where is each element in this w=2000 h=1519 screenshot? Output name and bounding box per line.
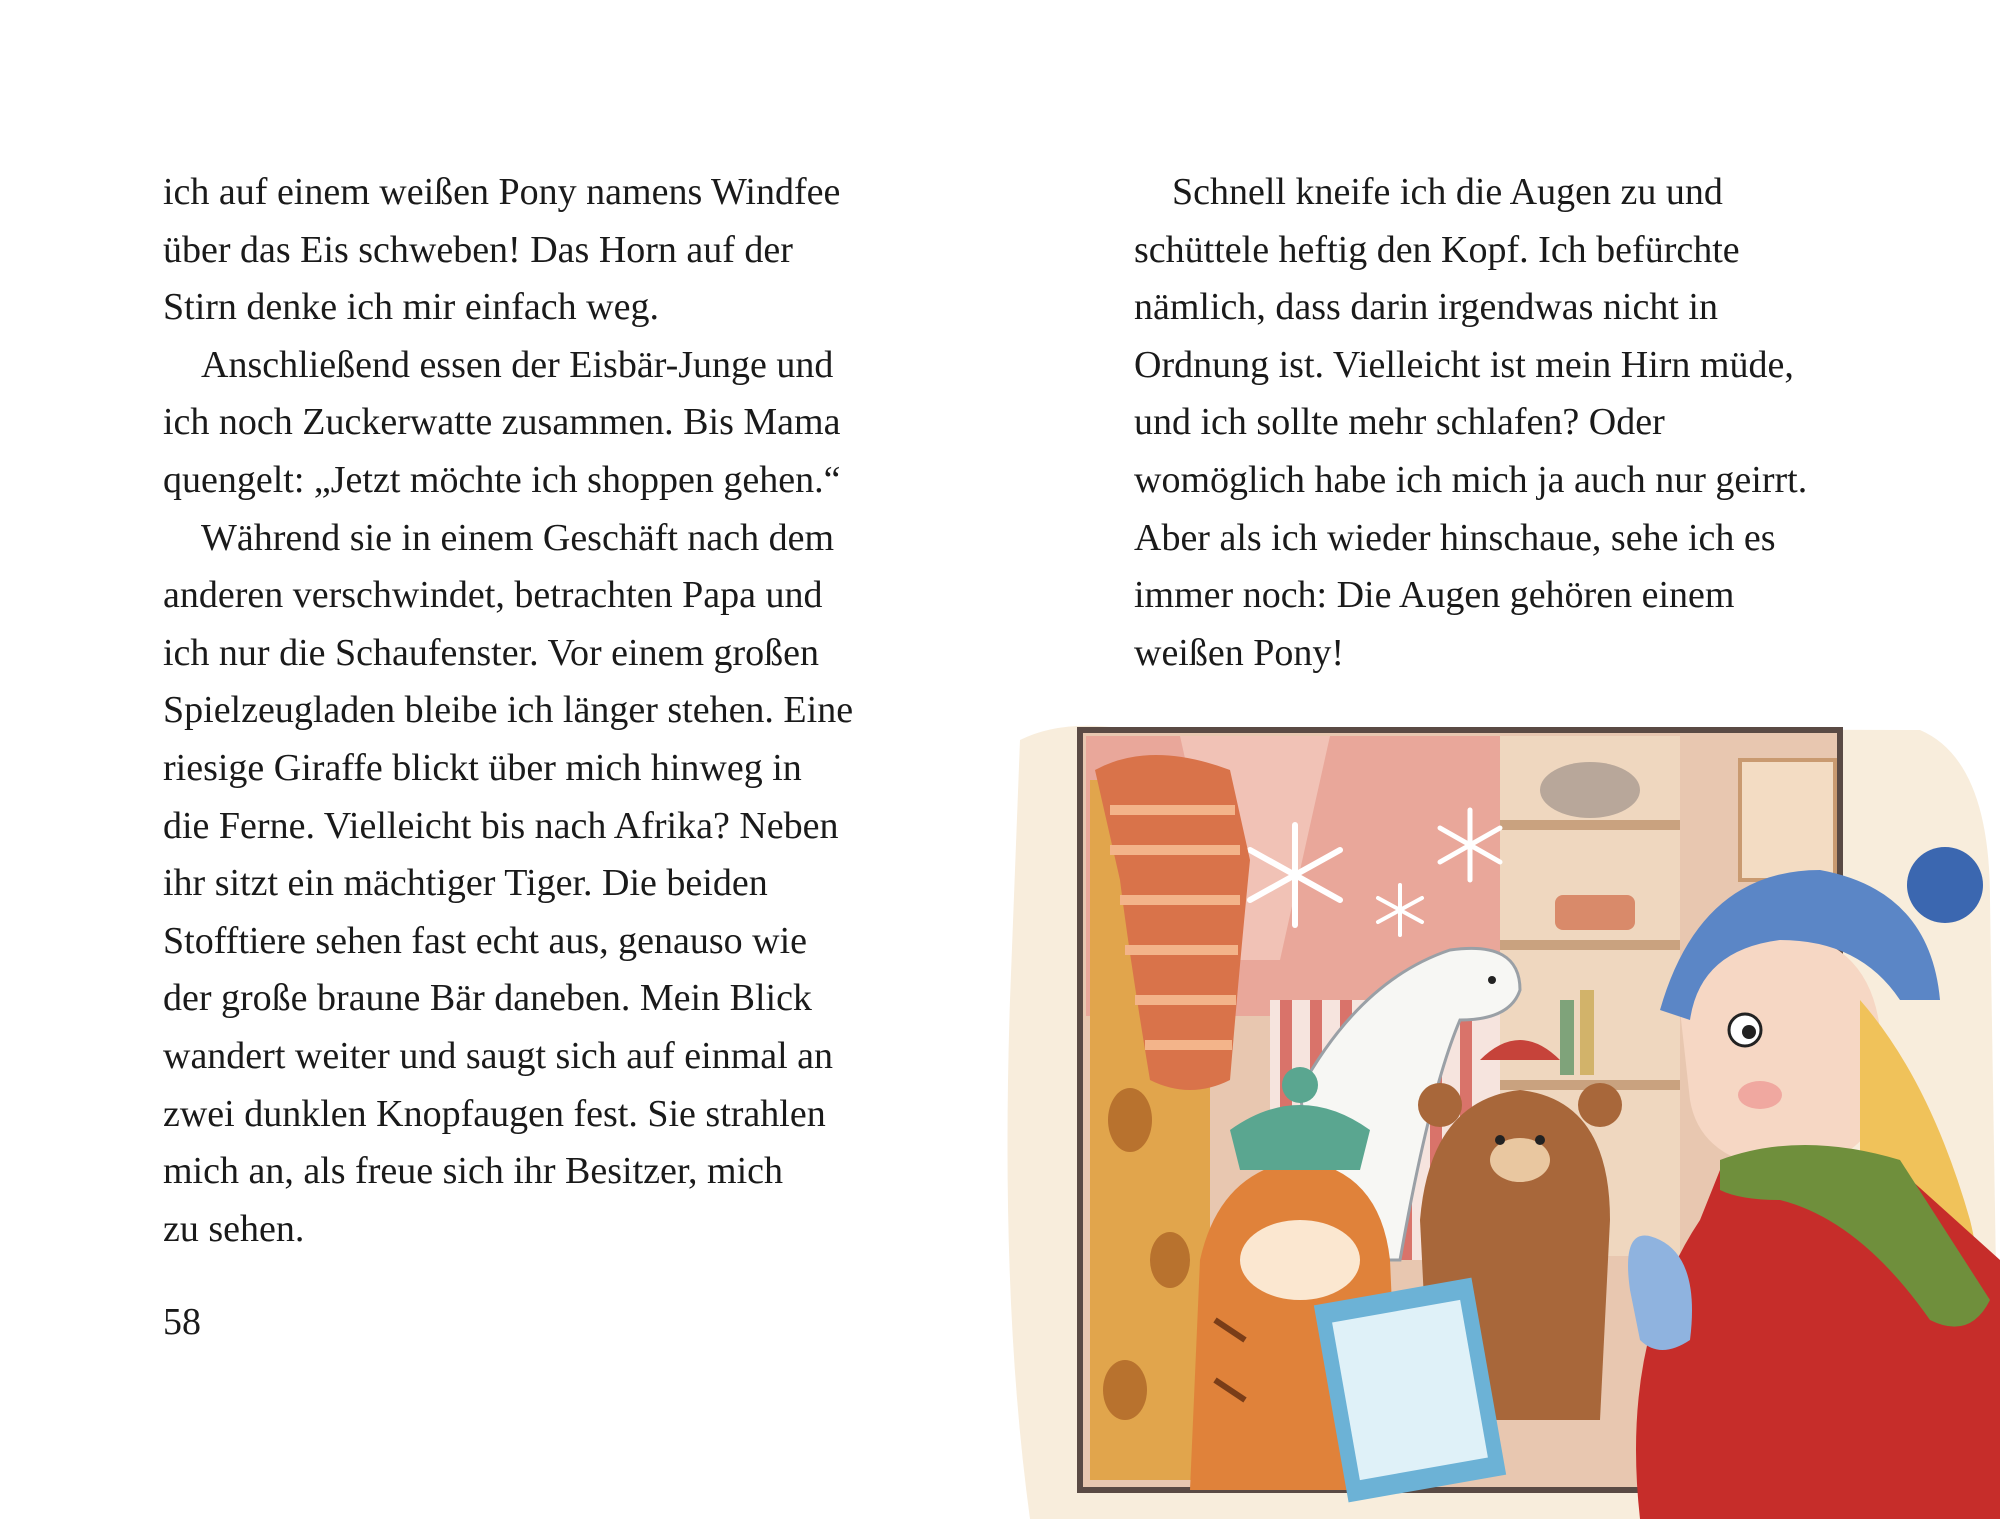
hat-pompom: [1907, 847, 1983, 923]
text-line: quengelt: „Jetzt möchte ich shoppen gehen.“: [163, 458, 841, 501]
text-line: und ich sollte mehr schlafen? Oder: [1134, 401, 1665, 444]
text-line: nämlich, dass darin irgendwas nicht in: [1134, 286, 1718, 329]
text-line: über das Eis schweben! Das Horn auf der: [163, 228, 793, 271]
toy-shop-window-illustration: [1000, 700, 2000, 1519]
text-line: Schnell kneife ich die Augen zu und: [1172, 171, 1723, 213]
text-line: ich auf einem weißen Pony namens Windfee: [163, 171, 841, 213]
text-line: Während sie in einem Geschäft nach dem: [201, 516, 835, 559]
text-line: ich nur die Schaufenster. Vor einem großen: [163, 631, 820, 674]
text-line: weißen Pony!: [1134, 631, 1345, 674]
picture-book: [1314, 1278, 1506, 1503]
picture-frame: [1740, 760, 1835, 880]
illustration-svg: [1000, 700, 2000, 1519]
text-line: Spielzeugladen bleibe ich länger stehen. Eine: [163, 689, 854, 732]
text-line: zwei dunklen Knopfaugen fest. Sie strahlen: [163, 1092, 826, 1135]
text-line: mich an, als freue sich ihr Besitzer, mich: [163, 1150, 783, 1193]
text-line: ihr sitzt ein mächtiger Tiger. Die beiden: [163, 862, 768, 905]
text-line: Aber als ich wieder hinschaue, sehe ich es: [1134, 516, 1776, 559]
text-line: riesige Giraffe blickt über mich hinweg in: [163, 746, 802, 789]
text-line: Stirn denke ich mir einfach weg.: [163, 286, 659, 329]
right-page-text: [1134, 164, 1854, 682]
text-line: schüttele heftig den Kopf. Ich befürchte: [1134, 228, 1740, 271]
text-line: wandert weiter und saugt sich auf einmal an: [163, 1034, 834, 1077]
text-line: Ordnung ist. Vielleicht ist mein Hirn müde,: [1134, 343, 1794, 386]
left-page-text: [163, 164, 883, 1258]
text-line: zu sehen.: [163, 1207, 305, 1250]
text-line: womöglich habe ich mich ja auch nur geirrt.: [1134, 458, 1808, 501]
text-line: der große braune Bär daneben. Mein Blick: [163, 977, 812, 1020]
text-line: ich noch Zuckerwatte zusammen. Bis Mama: [163, 401, 841, 444]
text-line: die Ferne. Vielleicht bis nach Afrika? Neben: [163, 804, 839, 847]
text-line: Stofftiere sehen fast echt aus, genauso wie: [163, 919, 808, 962]
text-line: Anschließend essen der Eisbär-Junge und: [201, 343, 834, 386]
right-page: [1000, 0, 2000, 1519]
text-line: anderen verschwindet, betrachten Papa und: [163, 574, 823, 617]
page-number: 58: [163, 1301, 201, 1343]
text-line: immer noch: Die Augen gehören einem: [1134, 574, 1735, 617]
